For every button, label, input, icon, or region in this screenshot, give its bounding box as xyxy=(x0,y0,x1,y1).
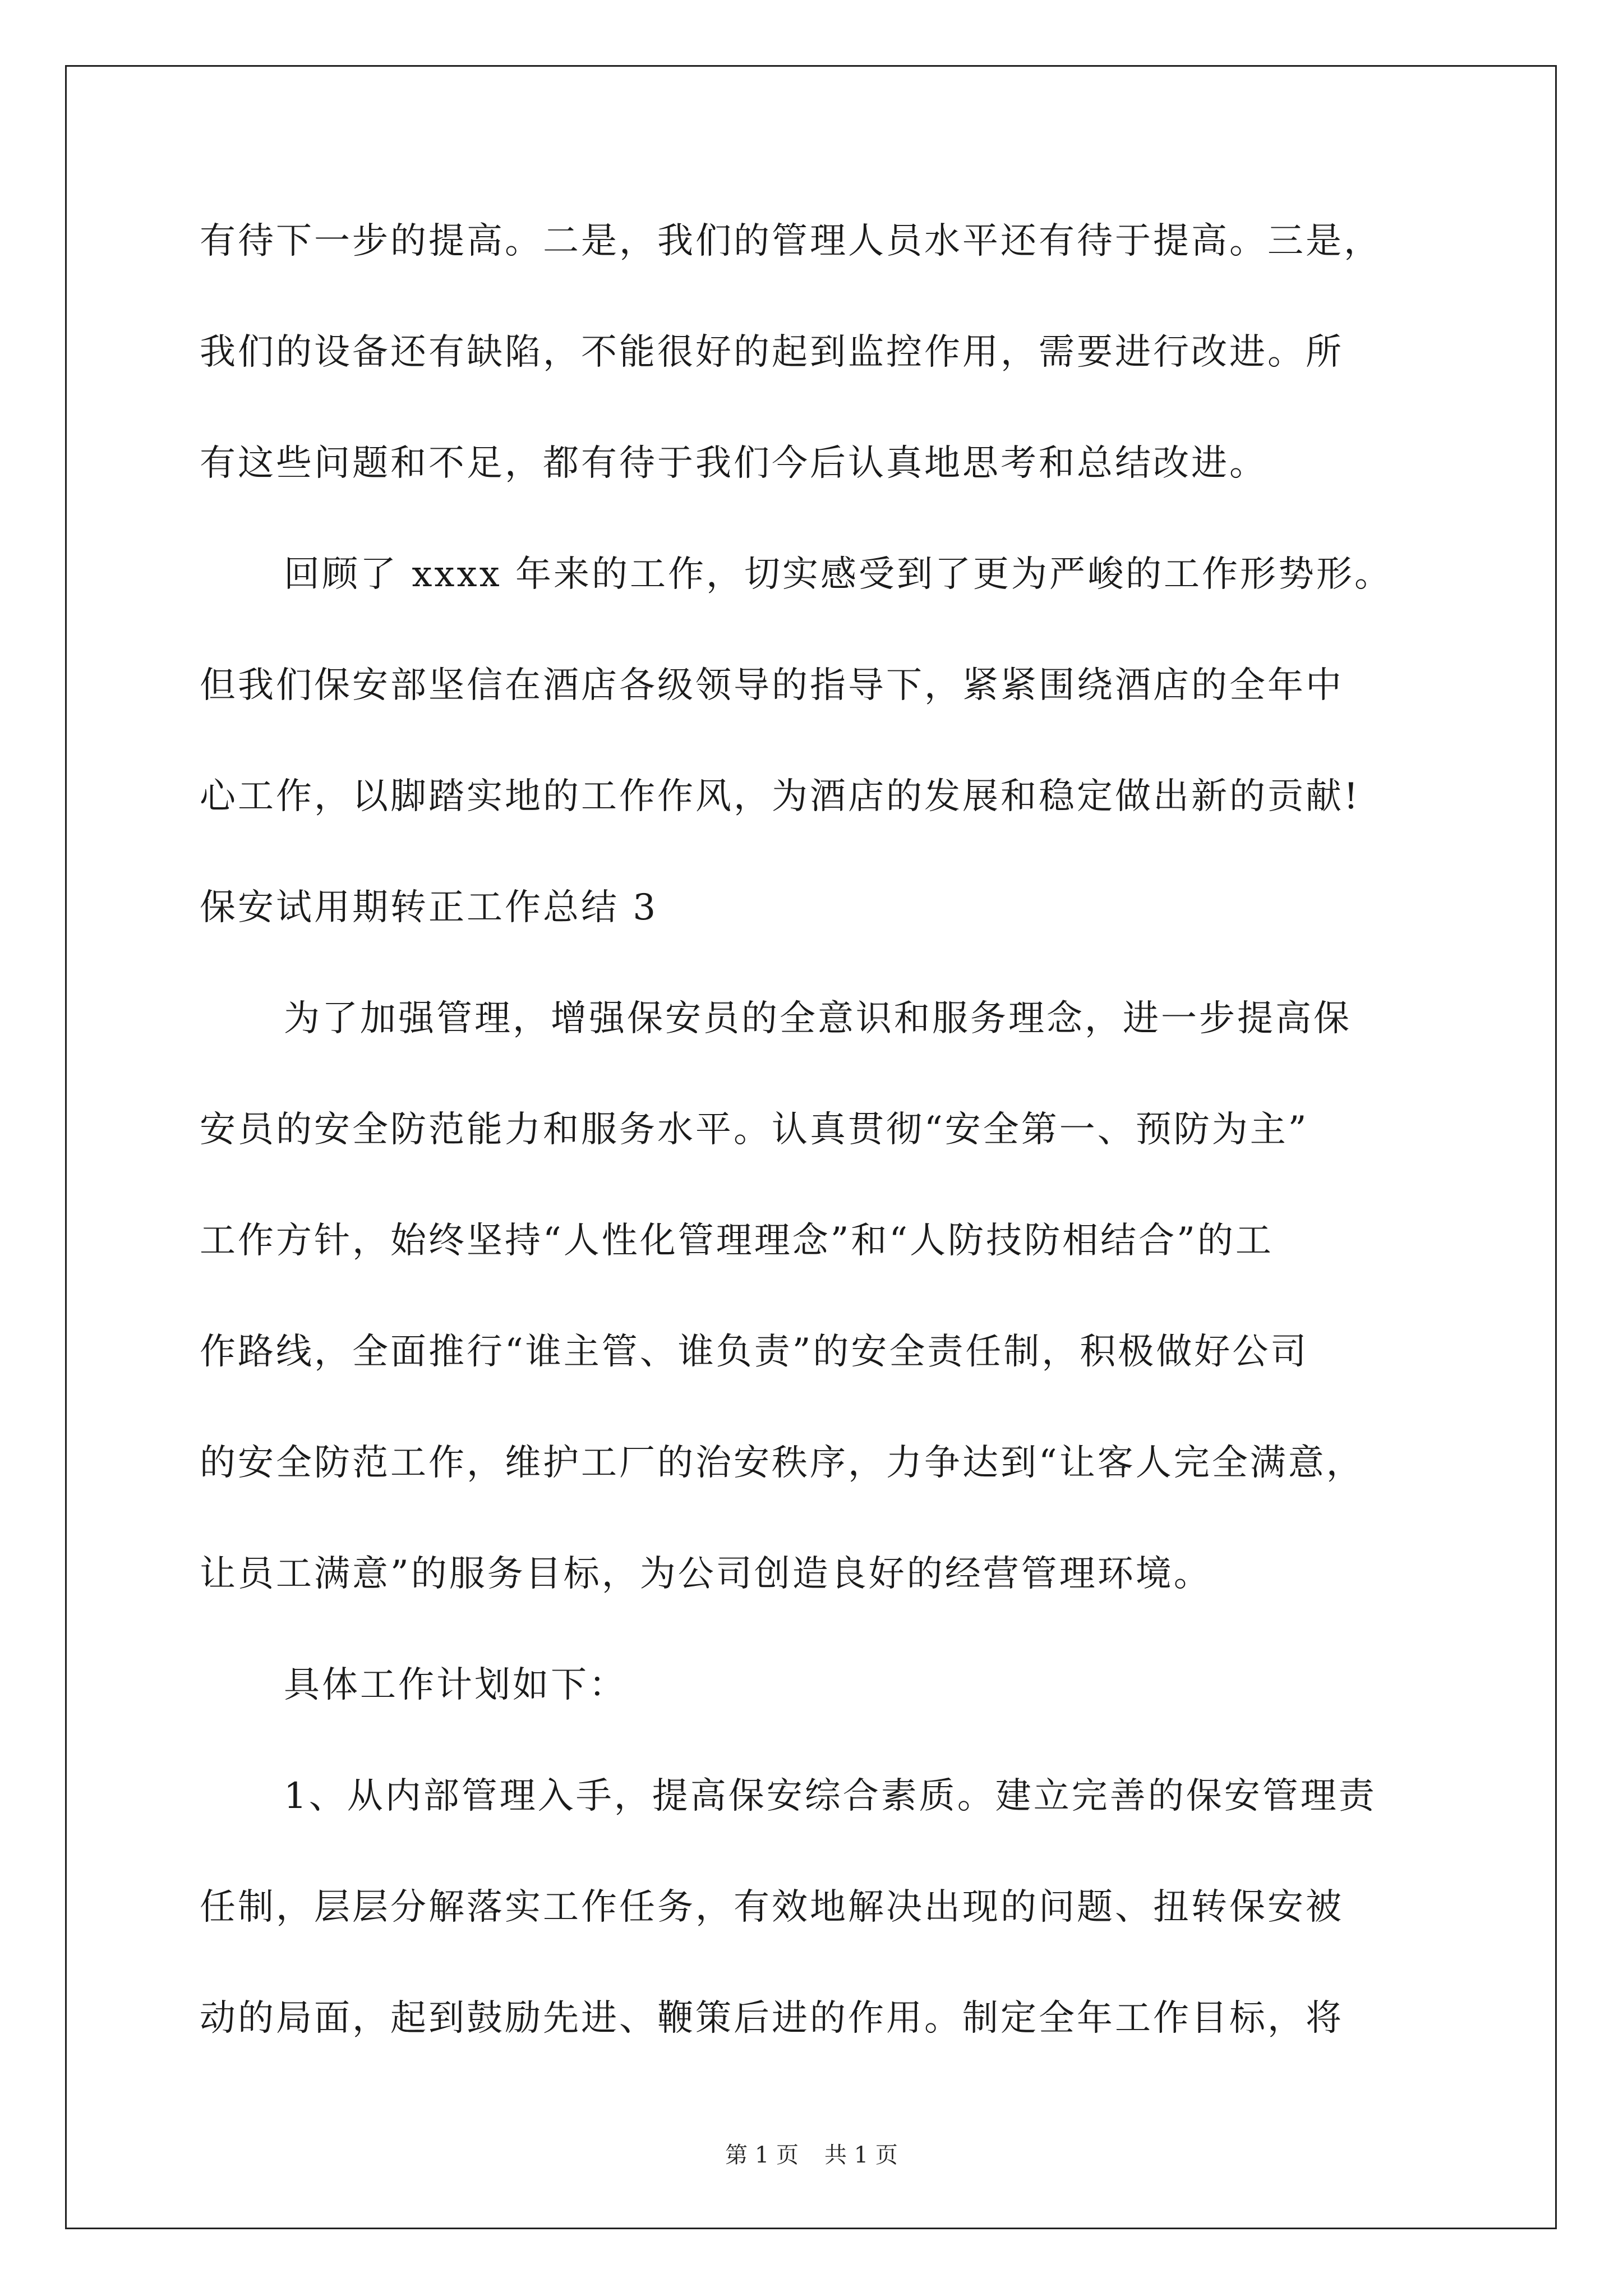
text-line: 任制，层层分解落实工作任务，有效地解决出现的问题、扭转保安被 xyxy=(200,1887,1344,1928)
paragraph-start-line: 1、从内部管理入手，提高保安综合素质。建立完善的保安管理责 xyxy=(284,1775,1377,1817)
page-total: 共 1 页 xyxy=(824,2142,898,2168)
text-line: 工作方针，始终坚持“人性化管理理念”和“人防技防相结合”的工 xyxy=(200,1220,1274,1262)
text-line: 动的局面，起到鼓励先进、鞭策后进的作用。制定全年工作目标，将 xyxy=(200,1998,1344,2039)
text-line: 的安全防范工作，维护工厂的治安秩序，力争达到“让客人完全满意， xyxy=(200,1442,1364,1484)
text-line: 安员的安全防范能力和服务水平。认真贯彻“安全第一、预防为主” xyxy=(200,1109,1309,1151)
text-line: 但我们保安部坚信在酒店各级领导的指导下，紧紧围绕酒店的全年中 xyxy=(200,665,1344,706)
section-heading: 保安试用期转正工作总结 3 xyxy=(200,887,658,928)
text-line: 有这些问题和不足，都有待于我们今后认真地思考和总结改进。 xyxy=(200,443,1267,484)
text-line: 有待下一步的提高。二是，我们的管理人员水平还有待于提高。三是， xyxy=(200,220,1382,262)
text-line: 让员工满意”的服务目标，为公司创造良好的经营管理环境。 xyxy=(200,1553,1212,1595)
page-footer xyxy=(0,2138,1623,2172)
text-line: 作路线，全面推行“谁主管、谁负责”的安全责任制，积极做好公司 xyxy=(200,1331,1309,1373)
page-number: 第 1 页 xyxy=(725,2142,799,2168)
text-line: 我们的设备还有缺陷，不能很好的起到监控作用，需要进行改进。所 xyxy=(200,332,1344,373)
paragraph-start-line: 具体工作计划如下： xyxy=(284,1664,627,1706)
paragraph-start-line: 为了加强管理，增强保安员的全意识和服务理念，进一步提高保 xyxy=(284,998,1352,1039)
text-line: 心工作，以脚踏实地的工作作风，为酒店的发展和稳定做出新的贡献! xyxy=(200,776,1361,817)
paragraph-start-line: 回顾了 xxxx 年来的工作，切实感受到了更为严峻的工作形势形。 xyxy=(284,554,1393,595)
